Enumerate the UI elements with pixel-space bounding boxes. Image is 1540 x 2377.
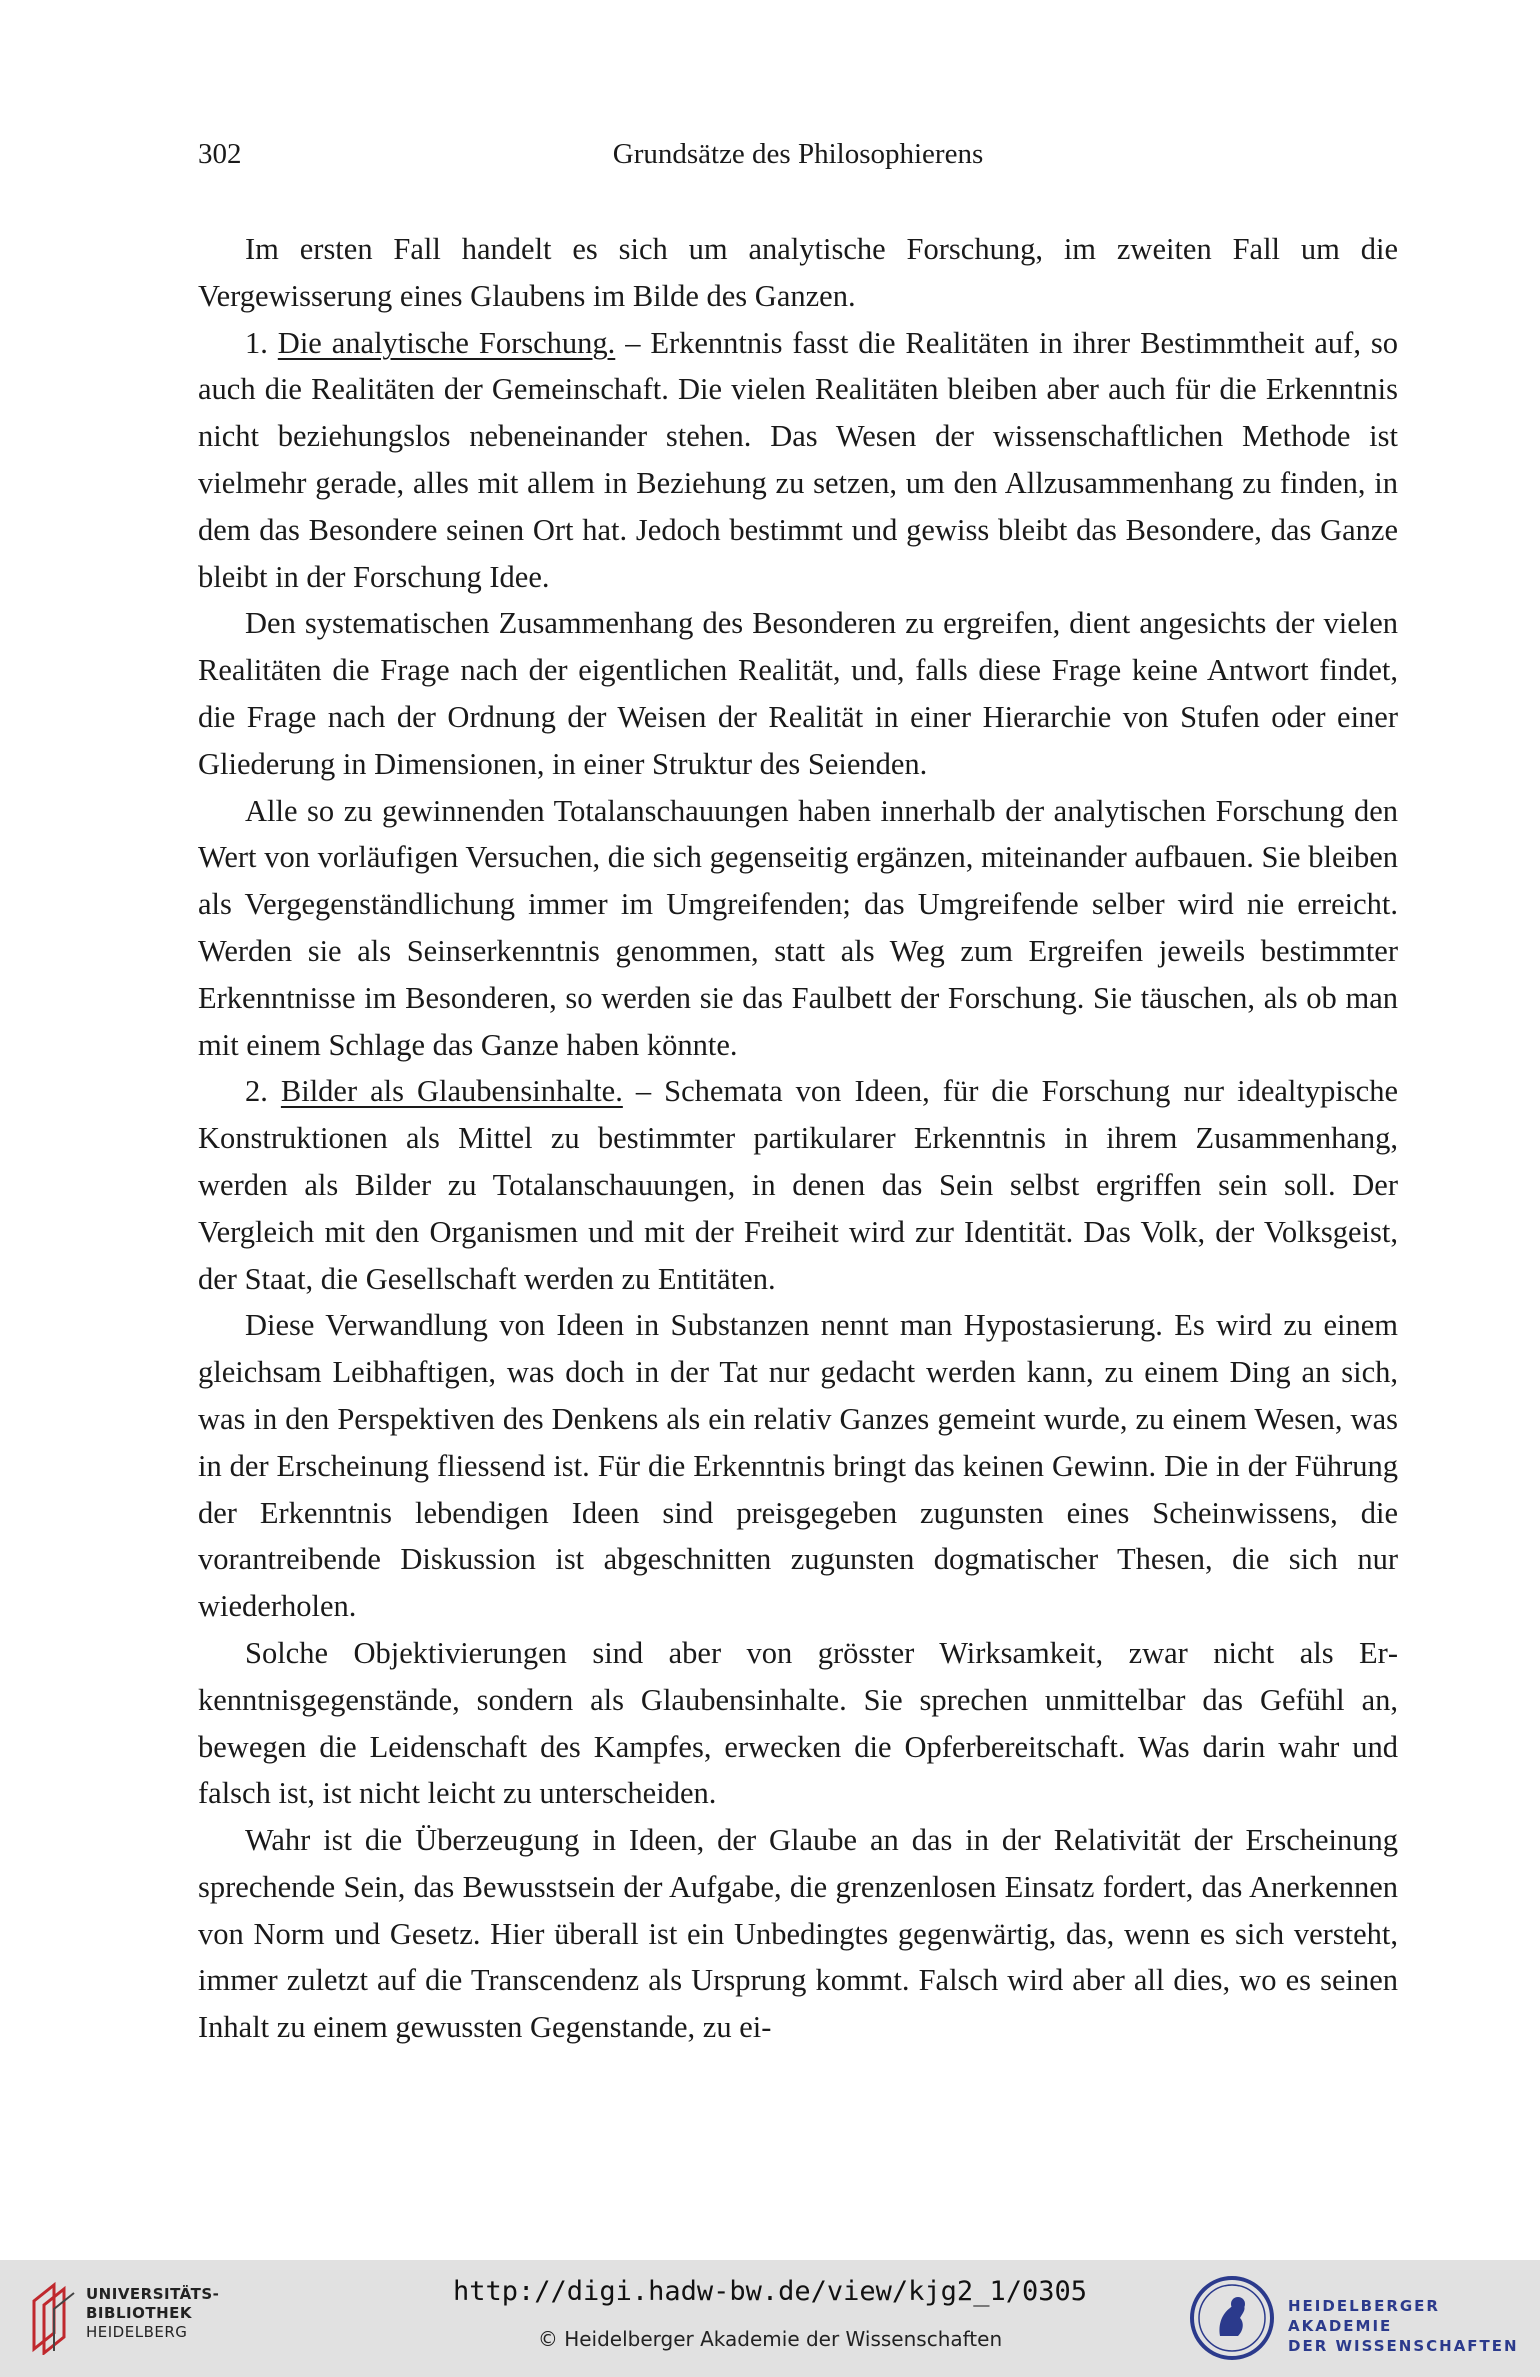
ub-logo-icon — [30, 2279, 78, 2355]
paragraph-6 — [198, 1302, 1398, 1630]
paragraph-4 — [198, 788, 1398, 1069]
paragraph-1 — [198, 226, 1398, 320]
page-number: 302 — [198, 138, 242, 170]
paragraph-text: Alle so zu gewinnenden Totalanschauungen haben innerhalb der analytischen Forschung den Wert von vorläufigen Versuchen, die sich gegenseitig ergänzen, miteinander aufbauen. Sie bleiben als Vergegenständlichung immer im Umgreifenden; das Umgreifende selber wird nie erreicht. Werden sie als Seinserkenntnis genommen, statt als Weg zum Ergreifen jeweils bestimmter Erkenntnisse im Besonderen, so werden sie das Faulbett der Forschung. Sie täuschen, als ob man mit einem Schlage das Ganze haben könnte. — [198, 793, 1398, 1062]
paragraph-text: – Erkenntnis fasst die Realitäten in ihrer Bestimmtheit auf, so auch die Realitäten der Gemeinschaft. Die vielen Realitäten bleiben aber auch für die Erkenntnis nicht beziehungslos nebeneinander stehen. Das Wesen der wissenschaftlichen Methode ist vielmehr gerade, alles mit allem in Beziehung zu setzen, um den Allzusammenhang zu finden, in dem das Besondere seinen Ort hat. Jedoch bestimmt und gewiss bleibt das Besondere, das Ganze bleibt in der Forschung Idee. — [198, 325, 1398, 594]
running-head — [198, 138, 1398, 188]
academy-name-line: DER WISSENSCHAFTEN — [1288, 2337, 1519, 2355]
ub-logo-line: BIBLIOTHEK — [86, 2304, 192, 2322]
paragraph-text: Diese Verwandlung von Ideen in Substanzen nennt man Hypostasierung. Es wird zu einem gleichsam Leibhaftigen, was doch in der Tat nur gedacht werden kann, zu einem Ding an sich, was in den Perspektiven des Denkens als ein relativ Ganzes gemeint wurde, zu einem Wesen, was in der Erscheinung fliessend ist. Für die Erkenntnis bringt das keinen Gewinn. Die in der Führung der Erkenntnis lebendigen Ideen sind preisgegeben zugunsten eines Scheinwissens, die vorantreibende Diskussion ist abgeschnitten zugunsten dogmatischer Thesen, die sich nur wiederholen. — [198, 1308, 1398, 1624]
permalink-url[interactable]: http://digi.hadw-bw.de/view/kjg2_1/0305 — [453, 2276, 1087, 2307]
academy-name-line: HEIDELBERGER AKADEMIE — [1288, 2297, 1440, 2335]
paragraph-5 — [198, 1068, 1398, 1302]
running-title: Grundsätze des Philosophierens — [612, 138, 984, 170]
section-number: 1. — [245, 325, 268, 360]
copyright-notice: © Heidelberger Akademie der Wissenschaften — [537, 2327, 1003, 2351]
ub-logo-text — [86, 2285, 219, 2342]
ub-logo-line: UNIVERSITÄTS- — [86, 2285, 220, 2303]
paragraph-text: Wahr ist die Überzeugung in Ideen, der Glaube an das in der Relativität der Erscheinung sprechende Sein, das Bewusstsein der Aufgabe, die grenzenlosen Einsatz fordert, das Anerkennen von Norm und Gesetz. Hier überall ist ein Unbedingtes gegenwärtig, das, wenn es sich versteht, immer zuletzt auf die Transcendenz als Ursprung kommt. Falsch wird aber all dies, wo es seinen Inhalt zu einem gewussten Gegenstande, zu ei- — [198, 1823, 1398, 2045]
paragraph-text: – Schemata von Ideen, für die Forschung nur idealtypische Konstruktionen als Mittel zu bestimmter partikularer Erkenntnis in ihrem Zusammenhang, werden als Bilder zu Totalanschauungen, in denen das Sein selbst ergriffen sein soll. Der Vergleich mit den Organismen und mit der Freiheit wird zur Identität. Das Volk, der Volksgeist, der Staat, die Gesellschaft werden zu Entitäten. — [198, 1074, 1399, 1296]
academy-seal-icon[interactable] — [1188, 2274, 1276, 2362]
body-text — [198, 226, 1398, 2051]
ub-logo-line: HEIDELBERG — [86, 2323, 188, 2341]
paragraph-text: Solche Objektivierungen sind aber von grösster Wirksamkeit, zwar nicht als Erkenntnisgegenstände, sondern als Glaubensinhalte. Sie sprechen unmittelbar das Gefühl an, bewegen die Leidenschaft des Kampfes, erwecken die Opferbereitschaft. Was darin wahr und falsch ist, ist nicht leicht zu unterscheiden. — [198, 1635, 1398, 1811]
paragraph-8 — [198, 1817, 1398, 2051]
paragraph-7 — [198, 1630, 1398, 1817]
paragraph-text: Im ersten Fall handelt es sich um analytische Forschung, im zweiten Fall um die Vergewisserung eines Glaubens im Bilde des Ganzen. — [198, 232, 1398, 313]
paragraph-text: Den systematischen Zusammenhang des Besonderen zu ergreifen, dient angesichts der vielen Realitäten die Frage nach der eigentlichen Realität, und, falls diese Frage keine Antwort findet, die Frage nach der Ordnung der Weisen der Realität in einer Hierarchie von Stufen oder einer Gliederung in Dimensionen, in einer Struktur des Seienden. — [198, 606, 1398, 781]
paragraph-3 — [198, 600, 1398, 787]
section-heading: Die analytische Forschung. — [277, 325, 616, 360]
academy-name — [1288, 2296, 1540, 2356]
digitization-footer — [0, 2260, 1540, 2377]
section-number: 2. — [245, 1074, 268, 1109]
university-library-logo[interactable] — [30, 2277, 220, 2361]
paragraph-2 — [198, 320, 1398, 601]
section-heading: Bilder als Glaubensinhalte. — [280, 1074, 623, 1109]
